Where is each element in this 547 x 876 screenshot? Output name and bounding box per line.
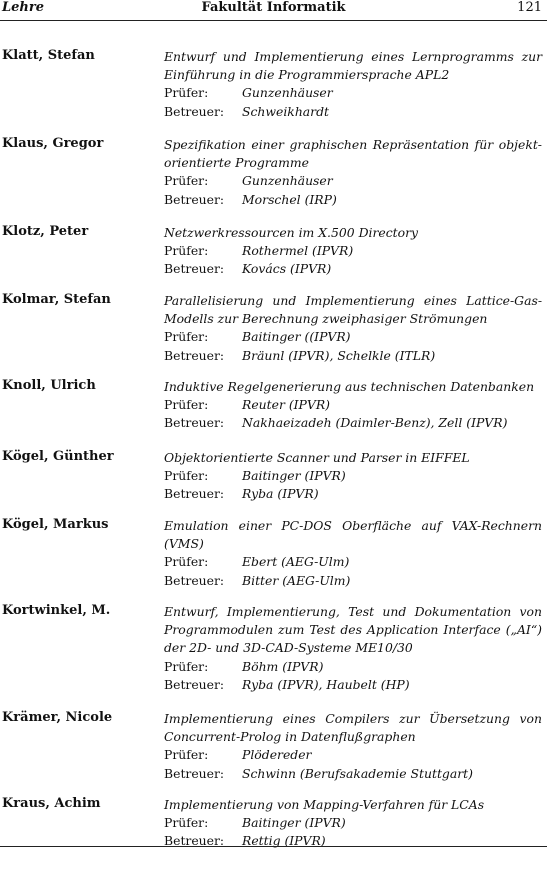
examiner-name: Reuter (IPVR) [242, 397, 330, 413]
student-name: Kraus, Achim [2, 796, 101, 811]
page-number: 121 [517, 0, 542, 15]
thesis-title-line: Netzwerkressourcen im X.500 Directory [164, 225, 419, 240]
thesis-details [164, 378, 542, 433]
advisor-row [164, 347, 542, 365]
examiner-row [164, 396, 542, 414]
advisor-row [164, 572, 542, 590]
examiner-row [164, 814, 542, 832]
examiner-label: Prüfer: [164, 815, 209, 831]
thesis-title-line: Implementierung eines Compilers zur Übersetzung von [164, 711, 542, 726]
thesis-title-line: Parallelisierung und Implementierung eines Lattice-Gas- [164, 293, 542, 308]
advisor-row [164, 414, 542, 432]
thesis-details [164, 292, 542, 365]
examiner-name: Ebert (AEG-Ulm) [242, 554, 350, 570]
thesis-title-line: Programmodulen zum Test des Application Interface („AI“) [164, 622, 542, 638]
thesis-title-line: orientierte Programme [164, 155, 309, 171]
thesis-title-line: Entwurf, Implementierung, Test und Dokumentation von [164, 604, 542, 619]
examiner-label: Prüfer: [164, 747, 209, 763]
examiner-name: Baitinger (IPVR) [242, 815, 346, 831]
advisor-label: Betreuer: [164, 261, 225, 277]
advisor-name: Ryba (IPVR) [242, 486, 319, 502]
examiner-label: Prüfer: [164, 468, 209, 484]
examiner-name: Böhm (IPVR) [242, 658, 324, 674]
advisor-row [164, 832, 542, 850]
examiner-name: Baitinger ((IPVR) [242, 329, 351, 345]
advisor-name: Bräunl (IPVR), Schelkle (ITLR) [242, 347, 436, 363]
advisor-name: Ryba (IPVR), Haubelt (HP) [242, 676, 410, 692]
thesis-title-line: Objektorientierte Scanner und Parser in EIFFEL [164, 450, 470, 465]
advisor-row [164, 191, 542, 209]
examiner-name: Baitinger (IPVR) [242, 468, 346, 484]
advisor-row [164, 676, 542, 694]
advisor-label: Betreuer: [164, 572, 225, 588]
examiner-row [164, 658, 542, 676]
examiner-row [164, 328, 542, 346]
advisor-name: Schwinn (Berufsakademie Stuttgart) [242, 765, 473, 781]
student-name: Kolmar, Stefan [2, 292, 111, 307]
examiner-row [164, 553, 542, 571]
advisor-row [164, 260, 542, 278]
thesis-details [164, 517, 542, 590]
advisor-row [164, 485, 542, 503]
examiner-label: Prüfer: [164, 85, 209, 101]
advisor-name: Rettig (IPVR) [242, 833, 326, 849]
section-label: Lehre [2, 0, 44, 15]
thesis-title-line: Implementierung von Mapping-Verfahren für LCAs [164, 797, 485, 812]
advisor-label: Betreuer: [164, 191, 225, 207]
examiner-label: Prüfer: [164, 329, 209, 345]
page-header [0, 0, 547, 22]
thesis-title-line: Entwurf und Implementierung eines Lernprogramms zur [164, 49, 542, 64]
examiner-label: Prüfer: [164, 554, 209, 570]
thesis-details [164, 136, 542, 209]
examiner-name: Rothermel (IPVR) [242, 243, 354, 259]
thesis-details [164, 449, 542, 504]
advisor-row [164, 765, 542, 783]
advisor-name: Schweikhardt [242, 103, 330, 119]
advisor-row [164, 103, 542, 121]
advisor-label: Betreuer: [164, 486, 225, 502]
thesis-details [164, 48, 542, 121]
advisor-label: Betreuer: [164, 415, 225, 431]
student-name: Klotz, Peter [2, 224, 89, 239]
advisor-name: Bitter (AEG-Ulm) [242, 572, 351, 588]
examiner-label: Prüfer: [164, 658, 209, 674]
examiner-row [164, 84, 542, 102]
thesis-title-line: Induktive Regelgenerierung aus technischen Datenbanken [164, 379, 535, 394]
examiner-row [164, 467, 542, 485]
advisor-label: Betreuer: [164, 833, 225, 849]
thesis-title-line: Emulation einer PC-DOS Oberfläche auf VAX-Rechnern [164, 518, 542, 533]
student-name: Klatt, Stefan [2, 48, 95, 63]
thesis-details [164, 603, 542, 694]
thesis-details [164, 224, 542, 279]
thesis-details [164, 796, 542, 851]
footer-rule [0, 846, 547, 847]
thesis-details [164, 710, 542, 783]
thesis-title-line: der 2D- und 3D-CAD-Systeme ME10/30 [164, 640, 413, 656]
examiner-name: Plödereder [242, 747, 312, 763]
advisor-label: Betreuer: [164, 676, 225, 692]
advisor-name: Kovács (IPVR) [242, 261, 332, 277]
thesis-title-line: Concurrent-Prolog in Datenflußgraphen [164, 729, 416, 745]
advisor-label: Betreuer: [164, 103, 225, 119]
examiner-label: Prüfer: [164, 173, 209, 189]
student-name: Knoll, Ulrich [2, 378, 96, 393]
thesis-title-line: Spezifikation einer graphischen Repräsentation für objekt- [164, 137, 542, 152]
student-name: Klaus, Gregor [2, 136, 104, 151]
thesis-title-line: (VMS) [164, 536, 204, 552]
header-rule [0, 20, 547, 21]
student-name: Kortwinkel, M. [2, 603, 111, 618]
advisor-name: Nakhaeizadeh (Daimler-Benz), Zell (IPVR) [242, 415, 508, 431]
examiner-row [164, 242, 542, 260]
student-name: Kögel, Günther [2, 449, 114, 464]
advisor-name: Morschel (IRP) [242, 191, 337, 207]
student-name: Krämer, Nicole [2, 710, 113, 725]
examiner-name: Gunzenhäuser [242, 85, 333, 101]
thesis-title-line: Einführung in die Programmiersprache APL2 [164, 67, 450, 83]
student-name: Kögel, Markus [2, 517, 109, 532]
advisor-label: Betreuer: [164, 765, 225, 781]
examiner-label: Prüfer: [164, 397, 209, 413]
examiner-label: Prüfer: [164, 243, 209, 259]
examiner-name: Gunzenhäuser [242, 173, 333, 189]
examiner-row [164, 172, 542, 190]
faculty-title: Fakultät Informatik [201, 0, 346, 15]
examiner-row [164, 746, 542, 764]
advisor-label: Betreuer: [164, 347, 225, 363]
thesis-title-line: Modells zur Berechnung zweiphasiger Strömungen [164, 311, 488, 327]
